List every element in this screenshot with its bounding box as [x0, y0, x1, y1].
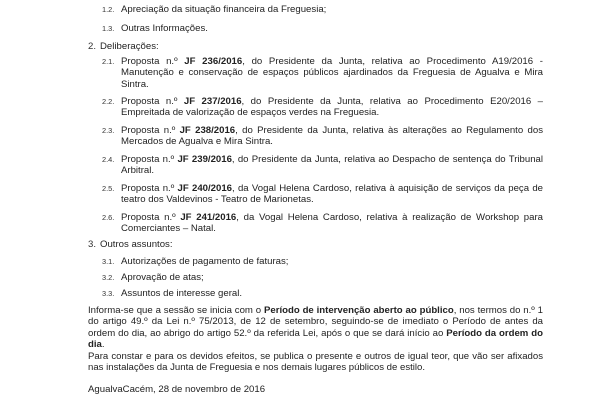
proposal-ref: JF 238/2016: [179, 125, 236, 136]
item-number: 3.1.: [102, 257, 115, 266]
item-text: Aprovação de atas;: [121, 272, 204, 283]
item-number: 2.6.: [102, 213, 115, 222]
proposal-ref: JF 241/2016: [180, 212, 237, 223]
list-item: [102, 125, 543, 148]
proposal-ref: JF 239/2016: [177, 154, 232, 165]
item-number: 2.1.: [102, 57, 115, 66]
list-item: [102, 96, 543, 119]
item-text: Proposta n.º JF 239/2016, do Presidente da Junta, relativa ao Despacho de sentença do Tribunal Arbitral.: [121, 154, 544, 177]
section-heading: [88, 41, 542, 52]
list-item: [102, 272, 542, 283]
proposal-ref: JF 237/2016: [183, 96, 242, 107]
item-number: 2.3.: [102, 126, 115, 135]
item-number: 3.3.: [102, 289, 115, 298]
item-text: Outras Informações.: [121, 23, 208, 34]
item-number: 2.4.: [102, 155, 115, 164]
list-item: [102, 212, 543, 235]
list-item: [102, 56, 543, 90]
section-title: Outros assuntos:: [100, 239, 173, 250]
section-title: Deliberações:: [100, 41, 159, 52]
item-number: 1.3.: [102, 24, 115, 33]
item-text: Assuntos de interesse geral.: [121, 288, 243, 299]
session-info-paragraph: Informa-se que a sessão se inicia com o Período de intervenção aberto ao público, nos termos do n.º 1 do artigo 49.º da Lei n.º 75/2013, de 12 de setembro, seguindo-se de imediato o Período de antes da ordem do dia, ao abrigo do artigo 52.º da referida Lei, após o que se dará início ao Período da ordem do dia.: [88, 305, 543, 351]
order-of-day-period: Período da ordem do dia: [88, 327, 543, 351]
proposal-ref: JF 236/2016: [184, 56, 243, 67]
item-text: Proposta n.º JF 241/2016, da Vogal Helena Cardoso, relativa à realização de Workshop para Comerciantes – Natal.: [121, 212, 543, 235]
list-item: [102, 183, 543, 206]
item-number: 2.5.: [102, 184, 115, 193]
publicity-paragraph: Para constar e para os devidos efeitos, se publica o presente e outros de igual teor, que vão ser afixados nas instalações da Junta de Freguesia e nos demais lugares públicos de estilo.: [88, 351, 543, 374]
list-item: [102, 154, 543, 177]
item-number: 1.2.: [102, 5, 115, 14]
list-item: [102, 256, 542, 267]
proposal-ref: JF 240/2016: [177, 183, 233, 194]
item-number: 2.2.: [102, 97, 115, 106]
item-number: 3.2.: [102, 273, 115, 282]
section-heading: [88, 239, 542, 250]
public-intervention-period: Período de intervenção aberto ao público: [263, 305, 454, 316]
list-item: [102, 23, 542, 34]
item-text: Proposta n.º JF 236/2016, do Presidente da Junta, relativa ao Procedimento A19/2016 - Manutenção e conservação de espaços públicos ajardinados da Freguesia de Agualva e Mira Sintra.: [121, 56, 543, 90]
list-item: [102, 4, 542, 15]
item-text: Autorizações de pagamento de faturas;: [121, 256, 289, 267]
place-and-date: AgualvaCacém, 28 de novembro de 2016: [88, 384, 266, 395]
item-text: Proposta n.º JF 238/2016, do Presidente da Junta, relativa às alterações ao Regulamento dos Mercados de Agualva e Mira Sintra.: [121, 125, 543, 148]
list-item: [102, 288, 542, 299]
section-number: 2.: [88, 41, 97, 52]
section-number: 3.: [88, 239, 97, 250]
item-text: Apreciação da situação financeira da Freguesia;: [121, 4, 327, 15]
item-text: Proposta n.º JF 237/2016, do Presidente da Junta, relativa ao Procedimento E20/2016 – Empreitada de valorização de espaços verdes na Freguesia.: [121, 96, 544, 119]
item-text: Proposta n.º JF 240/2016, da Vogal Helena Cardoso, relativa à aquisição de serviços da peça de teatro dos Valdevinos - Teatro de Marionetas.: [121, 183, 543, 206]
